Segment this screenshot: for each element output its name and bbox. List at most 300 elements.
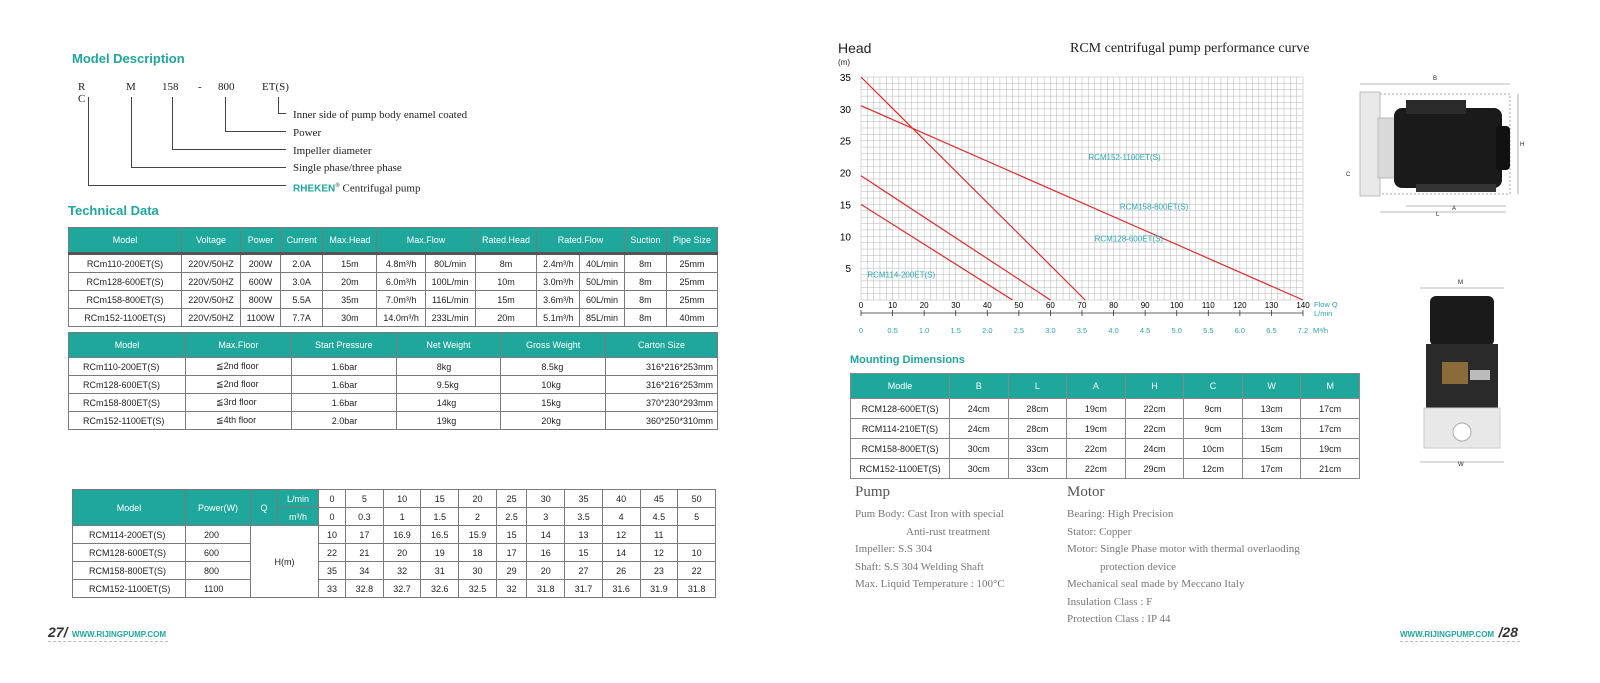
table-cell: RCm152-1100ET(S) <box>69 309 182 327</box>
table-cell: 33cm <box>1008 459 1067 479</box>
chart-ylabel: Head <box>838 40 872 56</box>
table-row <box>69 376 718 394</box>
table-cell: 220V/50HZ <box>182 309 241 327</box>
table-cell: 33 <box>319 580 346 598</box>
table-cell: RCm110-200ET(S) <box>69 358 186 376</box>
table-cell: 40mm <box>666 309 717 327</box>
table-cell: 1.6bar <box>291 376 396 394</box>
x-tick-label-m3h: 1.5 <box>950 326 961 335</box>
table-cell: 24cm <box>950 399 1009 419</box>
table-row <box>851 459 1360 479</box>
code-part: 800 <box>218 81 235 93</box>
table-cell: 116L/min <box>425 291 475 309</box>
table-cell: 10cm <box>1184 439 1243 459</box>
flow-lmin-cell: 45 <box>640 490 678 508</box>
table-cell: 20 <box>527 562 565 580</box>
technical-data-table-2 <box>68 332 718 430</box>
dim-c-label: C <box>1346 172 1351 178</box>
table-cell: 10kg <box>501 376 606 394</box>
table-cell: 8m <box>624 309 666 327</box>
table-cell: RCm128-600ET(S) <box>69 273 182 291</box>
flow-lmin-cell: 50 <box>678 490 716 508</box>
table-cell: 1100 <box>186 580 251 598</box>
y-tick-label: 5 <box>845 264 851 276</box>
x-tick-label-lmin: 110 <box>1201 301 1215 310</box>
page-number: 27/ <box>48 624 68 640</box>
table-cell: 31.9 <box>640 580 678 598</box>
table-cell: ≦3rd floor <box>186 394 292 412</box>
table-header-row <box>69 333 718 358</box>
meaning-pump: RHEKEN® Centrifugal pump <box>293 182 421 195</box>
th-modle: Modle <box>851 374 950 399</box>
flow-m3h-cell: 5 <box>678 508 716 526</box>
table-cell: 8m <box>624 273 666 291</box>
table-cell: 17 <box>346 526 384 544</box>
pump-title: Pump <box>855 484 891 500</box>
th-maxfloor: Max.Floor <box>186 333 292 358</box>
meaning-enamel: Inner side of pump body enamel coated <box>293 109 468 121</box>
meaning-impeller: Impeller diameter <box>293 144 372 157</box>
pump-front-icon <box>1416 282 1508 470</box>
table-cell: 17cm <box>1301 419 1360 439</box>
table-cell: 9cm <box>1184 399 1243 419</box>
table-cell: RCM158-800ET(S) <box>851 439 950 459</box>
x-tick-label-lmin: 50 <box>1014 301 1024 310</box>
table-row <box>73 526 716 544</box>
th-c: C <box>1184 374 1243 399</box>
series-label: RCM152-1100ET(S) <box>1088 152 1161 162</box>
table-cell <box>678 526 716 544</box>
performance-body <box>73 526 716 598</box>
table-cell: H(m) <box>251 526 319 598</box>
table-row <box>69 291 718 309</box>
mounting-table <box>850 373 1360 479</box>
table-cell: 13 <box>565 526 603 544</box>
table-cell: 19cm <box>1301 439 1360 459</box>
meaning-power: Power <box>293 126 322 139</box>
technical-data-body <box>69 254 718 327</box>
dim-w-label: W <box>1458 462 1464 468</box>
table-cell: 16 <box>527 544 565 562</box>
x-axis-label: Flow Q <box>1314 300 1338 309</box>
table-cell: 31.8 <box>678 580 716 598</box>
table-cell: 6.0m³/h <box>377 273 425 291</box>
table-cell: 32.5 <box>459 580 497 598</box>
x-tick-label-m3h: 0.5 <box>887 326 898 335</box>
table-cell: 15kg <box>501 394 606 412</box>
right-footer <box>1400 624 1518 642</box>
table-cell: 22cm <box>1067 459 1126 479</box>
dim-h-label: H <box>1520 142 1525 148</box>
th-w: W <box>1242 374 1301 399</box>
th-net-weight: Net Weight <box>396 333 501 358</box>
x-tick-label-m3h: 2.0 <box>982 326 993 335</box>
table-row <box>69 358 718 376</box>
performance-table <box>72 489 716 598</box>
flow-m3h-cell: 1.5 <box>421 508 459 526</box>
x-tick-label-m3h: 6.5 <box>1266 326 1277 335</box>
th-ratedflow: Rated.Flow <box>537 228 624 254</box>
th-voltage: Voltage <box>182 228 241 254</box>
table-cell: 19 <box>421 544 459 562</box>
y-tick-label: 30 <box>839 104 851 116</box>
x-tick-label-lmin: 60 <box>1045 301 1055 310</box>
table-cell: 22cm <box>1067 439 1126 459</box>
table-header-row <box>69 228 718 254</box>
x-tick-label-m3h: 6.0 <box>1234 326 1246 335</box>
table-row <box>69 412 718 430</box>
table-cell: 15 <box>565 544 603 562</box>
table-cell: 14 <box>602 544 640 562</box>
y-tick-label: 25 <box>839 136 851 148</box>
table-cell: 10 <box>678 544 716 562</box>
pump-front-drawing <box>1416 282 1508 470</box>
table-cell: RCm158-800ET(S) <box>69 291 182 309</box>
x-tick-label-lmin: 120 <box>1233 301 1247 310</box>
y-tick-label: 10 <box>839 232 851 244</box>
table-cell: 32 <box>383 562 421 580</box>
table-row <box>73 544 716 562</box>
th-model: Model <box>69 228 182 254</box>
pump-spec-line: Max. Liquid Temperature : 100°C <box>855 578 1005 590</box>
th-gross-weight: Gross Weight <box>501 333 606 358</box>
table-cell: 9cm <box>1184 419 1243 439</box>
x-tick-label-m3h: 5.5 <box>1203 326 1214 335</box>
flow-m3h-cell: 4 <box>602 508 640 526</box>
th-l: L <box>1008 374 1067 399</box>
table-cell: 12 <box>602 526 640 544</box>
table-cell: 25mm <box>666 254 717 273</box>
table-cell: 8m <box>475 254 537 273</box>
table-cell: 28cm <box>1008 399 1067 419</box>
left-footer <box>48 624 166 642</box>
table-cell: 22cm <box>1125 399 1184 419</box>
table-cell: 19cm <box>1067 419 1126 439</box>
table-cell: 29cm <box>1125 459 1184 479</box>
table-cell: 31.6 <box>602 580 640 598</box>
table-cell: 25mm <box>666 291 717 309</box>
th-start-pressure: Start Pressure <box>291 333 396 358</box>
flow-lmin-cell: 40 <box>602 490 640 508</box>
table-cell: RCm152-1100ET(S) <box>69 412 186 430</box>
table-cell: 100L/min <box>425 273 475 291</box>
th-lmin: L/min <box>278 490 319 508</box>
table-cell: ≦2nd floor <box>186 376 292 394</box>
motor-spec-line: Stator: Copper <box>1067 525 1132 538</box>
table-cell: RCm110-200ET(S) <box>69 254 182 273</box>
table-cell: 2.0A <box>281 254 323 273</box>
mounting-title: Mounting Dimensions <box>850 354 965 366</box>
y-tick-label: 15 <box>839 200 851 212</box>
table-header-row <box>851 374 1360 399</box>
table-row <box>851 399 1360 419</box>
mounting-body <box>851 399 1360 479</box>
table-cell: 16.9 <box>383 526 421 544</box>
table-cell: RCm128-600ET(S) <box>69 376 186 394</box>
series-label: RCM158-800ET(S) <box>1119 202 1189 212</box>
table-row <box>851 439 1360 459</box>
table-cell: 28cm <box>1008 419 1067 439</box>
table-cell: 40L/min <box>580 254 624 273</box>
table-cell: 3.6m³/h <box>537 291 580 309</box>
table-cell: RCM152-1100ET(S) <box>851 459 950 479</box>
table-cell: 14.0m³/h <box>377 309 425 327</box>
th-ratedhead: Rated.Head <box>475 228 537 254</box>
th-pipesize: Pipe Size <box>666 228 717 254</box>
x-tick-label-m3h: 4.5 <box>1139 326 1151 335</box>
series-label: RCM114-200ET(S) <box>867 270 936 280</box>
flow-m3h-cell: 3 <box>527 508 565 526</box>
table-cell: 23 <box>640 562 678 580</box>
table-cell: 35m <box>323 291 377 309</box>
code-part: ET(S) <box>262 81 289 93</box>
table-cell: 85L/min <box>580 309 624 327</box>
table-cell: 7.0m³/h <box>377 291 425 309</box>
table-cell: 360*250*310mm <box>605 412 717 430</box>
table-cell: 22cm <box>1125 419 1184 439</box>
th-carton-size: Carton Size <box>605 333 717 358</box>
x-axis-unit-lmin: L/min <box>1314 309 1333 318</box>
table-cell: 14kg <box>396 394 501 412</box>
table-row <box>73 562 716 580</box>
table-cell: 800W <box>241 291 281 309</box>
x-tick-label-lmin: 130 <box>1264 301 1279 310</box>
x-tick-label-lmin: 40 <box>982 301 992 310</box>
motor-spec-list <box>1067 506 1300 629</box>
pump-spec-list <box>855 506 1005 594</box>
table-cell: 25mm <box>666 273 717 291</box>
table-cell: 16.5 <box>421 526 459 544</box>
th-model: Model <box>73 490 186 526</box>
table-cell: 24cm <box>1125 439 1184 459</box>
table-cell: 1.6bar <box>291 358 396 376</box>
dim-l-label: L <box>1436 212 1440 218</box>
code-part: - <box>198 81 202 93</box>
table-cell: 17cm <box>1242 459 1301 479</box>
x-tick-label-m3h: 3.0 <box>1045 326 1056 335</box>
flow-m3h-cell: 0 <box>319 508 346 526</box>
table-cell: 2.4m³/h <box>537 254 580 273</box>
dim-a-label: A <box>1452 206 1457 212</box>
flow-m3h-cell: 0.3 <box>346 508 384 526</box>
table-row <box>69 309 718 327</box>
table-row <box>69 254 718 273</box>
table-cell: 32.7 <box>383 580 421 598</box>
flow-m3h-cell: 1 <box>383 508 421 526</box>
table-cell: 32.8 <box>346 580 384 598</box>
table-cell: 20kg <box>501 412 606 430</box>
model-description-title: Model Description <box>72 51 185 66</box>
flow-m3h-cell: 3.5 <box>565 508 603 526</box>
table-cell: 34 <box>346 562 384 580</box>
motor-spec-line: Motor: Single Phase motor with thermal overlaoding <box>1067 543 1300 555</box>
x-tick-label-lmin: 70 <box>1077 301 1087 310</box>
table-cell: 13cm <box>1242 399 1301 419</box>
x-tick-label-m3h: 5.0 <box>1171 326 1182 335</box>
table-cell: 20 <box>383 544 421 562</box>
table-cell: 8.5kg <box>501 358 606 376</box>
dim-m-label: M <box>1458 280 1463 286</box>
table-cell: 17cm <box>1301 399 1360 419</box>
meaning-phase: Single phase/three phase <box>293 162 402 175</box>
flow-lmin-cell: 25 <box>496 490 527 508</box>
th-a: A <box>1067 374 1126 399</box>
table-cell: 800 <box>186 562 251 580</box>
flow-lmin-cell: 0 <box>319 490 346 508</box>
flow-lmin-cell: 5 <box>346 490 384 508</box>
table-cell: 12 <box>640 544 678 562</box>
table-cell: 200W <box>241 254 281 273</box>
table-cell: RCM114-200ET(S) <box>73 526 186 544</box>
table-cell: 15cm <box>1242 439 1301 459</box>
table-cell: 30cm <box>950 439 1009 459</box>
table-cell: 15m <box>323 254 377 273</box>
motor-spec-line: Insulation Class : F <box>1067 595 1153 608</box>
table-cell: 50L/min <box>580 273 624 291</box>
flow-lmin-cell: 35 <box>565 490 603 508</box>
motor-spec-line: Bearing: High Precision <box>1067 508 1174 520</box>
table-cell: 8kg <box>396 358 501 376</box>
table-cell: 3.0A <box>281 273 323 291</box>
table-cell: 15 <box>496 526 527 544</box>
table-cell: 8m <box>624 254 666 273</box>
code-part: M <box>126 81 136 93</box>
th-b: B <box>950 374 1009 399</box>
table-cell: 80L/min <box>425 254 475 273</box>
chart-title: RCM centrifugal pump performance curve <box>1070 41 1310 56</box>
table-cell: 12cm <box>1184 459 1243 479</box>
table-cell: 10m <box>475 273 537 291</box>
table-cell: 17 <box>496 544 527 562</box>
x-tick-label-lmin: 140 <box>1296 301 1310 310</box>
series-line <box>861 77 1085 300</box>
perf-header-row-1 <box>73 490 716 508</box>
x-tick-label-m3h: 4.0 <box>1108 326 1119 335</box>
motor-spec-line: Protection Class : IP 44 <box>1067 613 1171 625</box>
flow-m3h-cell: 2.5 <box>496 508 527 526</box>
chart-yunit: (m) <box>838 58 850 67</box>
page-number: /28 <box>1498 624 1518 640</box>
table-cell: 14 <box>527 526 565 544</box>
table-cell: 18 <box>459 544 497 562</box>
table-cell: 32 <box>496 580 527 598</box>
pump-spec-line: Impeller: S.S 304 <box>855 543 933 555</box>
table-cell: RCm158-800ET(S) <box>69 394 186 412</box>
table-row <box>851 419 1360 439</box>
motor-spec-line: Mechanical seal made by Meccano Italy <box>1067 578 1245 590</box>
table-cell: 9.5kg <box>396 376 501 394</box>
x-tick-label-m3h: 0 <box>858 326 864 335</box>
x-axis-unit-m3h: M³/h <box>1313 326 1328 335</box>
table-cell: 2.0bar <box>291 412 396 430</box>
x-tick-label-m3h: 3.5 <box>1076 326 1088 335</box>
table-row <box>69 273 718 291</box>
table-cell: 1.6bar <box>291 394 396 412</box>
pump-side-icon <box>1356 78 1528 218</box>
pump-spec-line: Shaft: S.S 304 Welding Shaft <box>855 560 984 573</box>
footer-rule <box>1400 641 1520 642</box>
table-cell: 316*216*253mm <box>605 376 717 394</box>
x-tick-label-lmin: 80 <box>1109 301 1119 310</box>
table-cell: 21 <box>346 544 384 562</box>
flow-lmin-cell: 20 <box>459 490 497 508</box>
table-cell: RCM128-600ET(S) <box>851 399 950 419</box>
table-cell: 13cm <box>1242 419 1301 439</box>
table-cell: 220V/50HZ <box>182 254 241 273</box>
table-cell: 233L/min <box>425 309 475 327</box>
th-model: Model <box>69 333 186 358</box>
table-cell: 30cm <box>950 459 1009 479</box>
th-m: M <box>1301 374 1360 399</box>
table-cell: 370*230*293mm <box>605 394 717 412</box>
motor-spec-line: protection device <box>1100 560 1177 573</box>
table-cell: 31 <box>421 562 459 580</box>
x-tick-label-m3h: 7.2 <box>1297 326 1309 335</box>
table-cell: 5.5A <box>281 291 323 309</box>
x-tick-label-lmin: 20 <box>919 301 929 310</box>
footer-url: WWW.RIJINGPUMP.COM <box>71 630 166 639</box>
flow-lmin-cell: 30 <box>527 490 565 508</box>
table-cell: 11 <box>640 526 678 544</box>
table-cell: 316*216*253mm <box>605 358 717 376</box>
table-cell: ≦2nd floor <box>186 358 292 376</box>
table-cell: RCM128-600ET(S) <box>73 544 186 562</box>
table-cell: 4.8m³/h <box>377 254 425 273</box>
table-cell: 15.9 <box>459 526 497 544</box>
table-cell: 10 <box>319 526 346 544</box>
pump-spec-line: Anti-rust treatment <box>906 525 991 538</box>
dim-b-label: B <box>1433 76 1438 82</box>
table-cell: 220V/50HZ <box>182 273 241 291</box>
motor-title: Motor <box>1067 484 1105 500</box>
table-cell: 15m <box>475 291 537 309</box>
technical-data-body-2 <box>69 358 718 430</box>
th-power: Power <box>241 228 281 254</box>
code-part: R C <box>78 81 86 105</box>
table-cell: 20m <box>323 273 377 291</box>
th-maxhead: Max.Head <box>323 228 377 254</box>
x-tick-label-m3h: 2.5 <box>1013 326 1025 335</box>
table-cell: 5.1m³/h <box>537 309 580 327</box>
x-tick-label-lmin: 30 <box>951 301 961 310</box>
table-cell: 22 <box>319 544 346 562</box>
table-row <box>73 580 716 598</box>
table-cell: 600 <box>186 544 251 562</box>
th-current: Current <box>281 228 323 254</box>
th-q: Q <box>251 490 278 526</box>
footer-url: WWW.RIJINGPUMP.COM <box>1400 630 1495 639</box>
table-cell: 220V/50HZ <box>182 291 241 309</box>
table-cell: 19cm <box>1067 399 1126 419</box>
table-cell: 26 <box>602 562 640 580</box>
table-cell: 31.7 <box>565 580 603 598</box>
technical-data-table <box>68 227 718 327</box>
code-meanings <box>293 107 467 199</box>
performance-chart <box>830 60 1350 350</box>
table-cell: 7.7A <box>281 309 323 327</box>
x-tick-label-lmin: 90 <box>1140 301 1150 310</box>
table-row <box>69 394 718 412</box>
table-cell: 600W <box>241 273 281 291</box>
table-cell: 33cm <box>1008 439 1067 459</box>
table-cell: 1100W <box>241 309 281 327</box>
table-cell: 29 <box>496 562 527 580</box>
th-h: H <box>1125 374 1184 399</box>
table-cell: 35 <box>319 562 346 580</box>
th-m3h: m³/h <box>278 508 319 526</box>
table-cell: 200 <box>186 526 251 544</box>
pump-spec-line: Pum Body: Cast Iron with special <box>855 508 1004 520</box>
